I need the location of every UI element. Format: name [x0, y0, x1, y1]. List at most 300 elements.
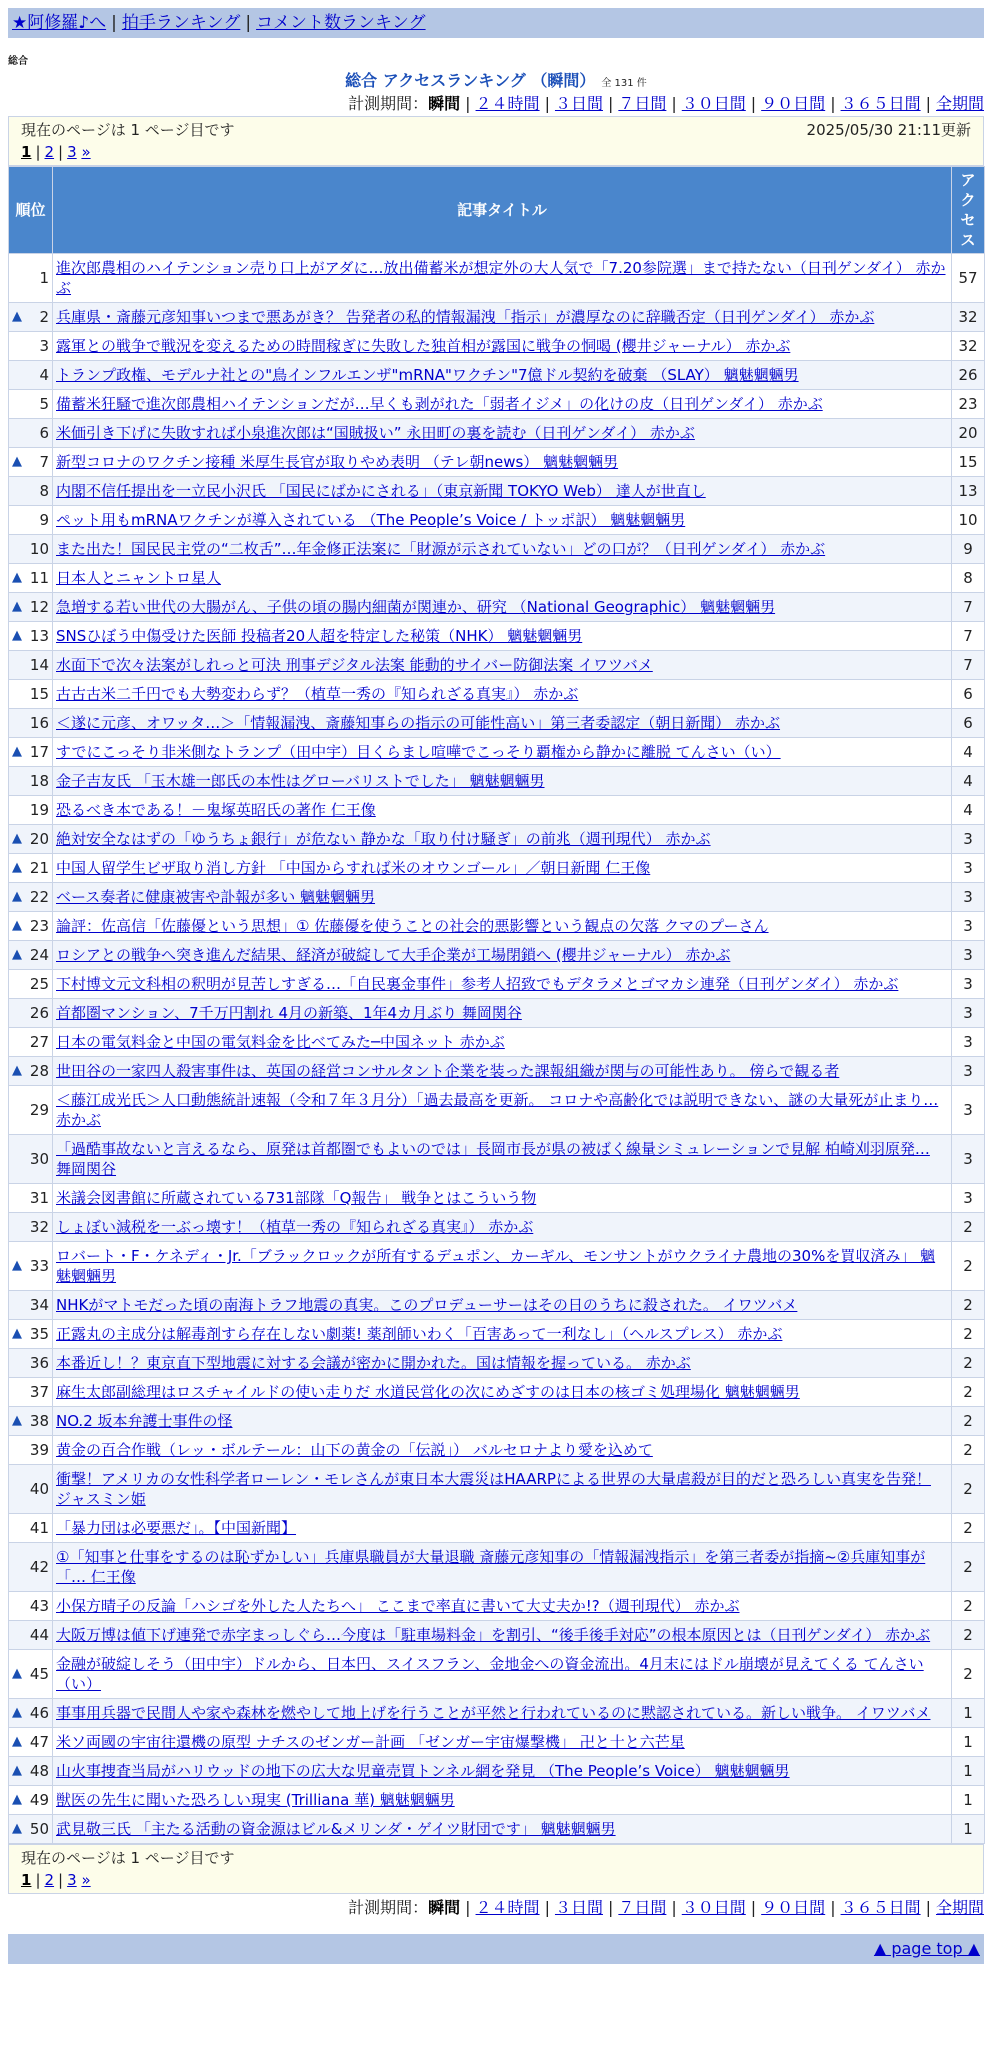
- rank-number: 39: [29, 1441, 49, 1459]
- up-arrow-icon: ▲: [12, 570, 22, 585]
- access-count: 6: [952, 709, 985, 738]
- pagination: [21, 141, 971, 163]
- table-row: [9, 564, 985, 593]
- access-count: 3: [952, 999, 985, 1028]
- article-link[interactable]: 日本人とニャントロ星人: [56, 569, 222, 587]
- table-row: [9, 1436, 985, 1465]
- access-count: 3: [952, 1135, 985, 1184]
- article-link[interactable]: 世田谷の一家四人殺害事件は、英国の経営コンサルタント企業を装った課報組織が関与の可能性あり。 傍らで観る者: [56, 1062, 840, 1080]
- rank-cell: [9, 1815, 53, 1844]
- article-link[interactable]: ペット用もmRNAワクチンが導入されている （The People’s Voice / トッポ訳） 魑魅魍魎男: [56, 511, 686, 529]
- rank-cell: [9, 941, 53, 970]
- period-separator: |: [830, 94, 836, 113]
- page-top-link[interactable]: ▲ page top ▲: [873, 1939, 980, 1958]
- rank-cell: [9, 680, 53, 709]
- access-count: 3: [952, 883, 985, 912]
- table-row: [9, 970, 985, 999]
- rank-number: 24: [29, 946, 49, 964]
- article-link[interactable]: 事事用兵器で民間人や家や森林を燃やして地上げを行うことが平然と行われているのに黙認されている。新しい戦争。 イワツバメ: [56, 1704, 931, 1722]
- title-cell: [53, 1621, 952, 1650]
- period-link-5[interactable]: ９０日間: [761, 94, 826, 113]
- rank-cell: [9, 1242, 53, 1291]
- rank-number: 17: [29, 743, 49, 761]
- rank-cell: [9, 854, 53, 883]
- access-count: 2: [952, 1407, 985, 1436]
- page-separator: |: [35, 143, 41, 161]
- header-title: 記事タイトル: [53, 167, 952, 254]
- table-row: [9, 912, 985, 941]
- rank-number: 5: [39, 395, 49, 413]
- table-row: [9, 361, 985, 390]
- table-row: [9, 1815, 985, 1844]
- table-row: [9, 622, 985, 651]
- page-status: 現在のページは 1 ページ目です: [21, 121, 235, 139]
- rank-number: 22: [29, 888, 49, 906]
- top-nav-bar: [8, 8, 984, 38]
- access-count: 3: [952, 1086, 985, 1135]
- nav-applause-ranking-link[interactable]: 拍手ランキング: [121, 13, 241, 33]
- article-link[interactable]: 麻生太郎副総理はロスチャイルドの使い走りだ 水道民営化の次にめざすのは日本の核ゴミ処理場化 魑魅魍魎男: [56, 1383, 800, 1401]
- rank-number: 15: [29, 685, 49, 703]
- rank-number: 38: [29, 1412, 49, 1430]
- access-count: 2: [952, 1592, 985, 1621]
- article-link[interactable]: 内閣不信任提出を一立民小沢氏 「国民にばかにされる」（東京新聞 TOKYO Web） 達人が世直し: [56, 482, 706, 500]
- rank-cell: [9, 796, 53, 825]
- up-arrow-icon: ▲: [12, 831, 22, 846]
- up-arrow-icon: ▲: [12, 1792, 22, 1807]
- access-count: 15: [952, 448, 985, 477]
- period-separator: |: [607, 94, 614, 113]
- title-cell: [53, 419, 952, 448]
- title-cell: [53, 332, 952, 361]
- article-link[interactable]: ロバート・F・ケネディ・Jr.「ブラックロックが所有するデュポン、カーギル、モンサントがウクライナ農地の30%を買収済み」 魑魅魍魎男: [56, 1247, 936, 1285]
- up-arrow-icon: ▲: [12, 309, 22, 324]
- next-page-link[interactable]: »: [81, 143, 91, 161]
- rank-number: 21: [29, 859, 49, 877]
- access-count: 7: [952, 651, 985, 680]
- rank-number: 43: [29, 1597, 49, 1615]
- table-row: [9, 1592, 985, 1621]
- table-row: [9, 303, 985, 332]
- access-count: 1: [952, 1786, 985, 1815]
- access-count: 3: [952, 854, 985, 883]
- article-link[interactable]: 大阪万博は値下げ連発で赤字まっしぐら…今度は「駐車場料金」を割引、“後手後手対応”の根本原因とは（日刊ゲンダイ） 赤かぶ: [56, 1626, 931, 1644]
- title-cell: [53, 622, 952, 651]
- access-count: 2: [952, 1621, 985, 1650]
- pagination-box-bottom: [8, 1844, 984, 1894]
- table-row: [9, 477, 985, 506]
- rank-cell: [9, 1028, 53, 1057]
- rank-number: 40: [29, 1480, 49, 1498]
- rank-number: 37: [29, 1383, 49, 1401]
- access-count: 2: [952, 1349, 985, 1378]
- up-arrow-icon: ▲: [12, 1821, 22, 1836]
- page-link-3[interactable]: 3: [67, 1871, 77, 1889]
- period-separator: |: [544, 1898, 550, 1917]
- title-cell: [53, 1378, 952, 1407]
- article-link[interactable]: 金融が破綻しそう（田中宇）ドルから、日本円、スイスフラン、金地金への資金流出。4月末にはドル崩壊が見えてくる てんさい（い）: [56, 1655, 924, 1693]
- rank-number: 14: [29, 656, 49, 674]
- table-row: [9, 1028, 985, 1057]
- rank-number: 23: [29, 917, 49, 935]
- rank-number: 44: [29, 1626, 49, 1644]
- table-row: [9, 709, 985, 738]
- title-cell: [53, 593, 952, 622]
- access-count: 4: [952, 738, 985, 767]
- table-row: [9, 999, 985, 1028]
- article-link[interactable]: 正露丸の主成分は解毒剤すら存在しない劇薬! 薬剤師いわく「百害あって一利なし」（ヘルスプレス） 赤かぶ: [56, 1325, 783, 1343]
- title-cell: [53, 680, 952, 709]
- period-link-6[interactable]: ３６５日間: [840, 94, 921, 113]
- article-link[interactable]: 中国人留学生ビザ取り消し方針 「中国からすれば米のオウンゴール」／朝日新聞 仁王像: [56, 859, 651, 877]
- title-cell: [53, 1465, 952, 1514]
- page-link-3[interactable]: 3: [67, 143, 77, 161]
- table-row: [9, 448, 985, 477]
- rank-number: 27: [29, 1033, 49, 1051]
- table-row: [9, 651, 985, 680]
- rank-number: 2: [39, 308, 49, 326]
- table-row: [9, 1242, 985, 1291]
- table-row: [9, 796, 985, 825]
- rank-cell: [9, 1320, 53, 1349]
- access-count: 26: [952, 361, 985, 390]
- up-arrow-icon: ▲: [12, 599, 22, 614]
- page-status-row: [21, 1847, 971, 1869]
- rank-cell: [9, 303, 53, 332]
- rank-number: 48: [29, 1762, 49, 1780]
- period-link-4[interactable]: ３０日間: [681, 94, 746, 113]
- period-link-3[interactable]: ７日間: [618, 94, 667, 113]
- up-arrow-icon: ▲: [12, 454, 22, 469]
- rank-cell: [9, 1184, 53, 1213]
- period-link-7[interactable]: 全期間: [935, 94, 984, 113]
- title-cell: [53, 825, 952, 854]
- table-row: [9, 535, 985, 564]
- rank-number: 26: [29, 1004, 49, 1022]
- rank-cell: [9, 999, 53, 1028]
- article-link[interactable]: すでにこっそり非米側なトランプ（田中宇）目くらまし喧嘩でこっそり覇権から静かに離脱 てんさい（い）: [56, 743, 781, 761]
- page-separator: |: [35, 1871, 41, 1889]
- article-link[interactable]: 米ソ両國の宇宙往還機の原型 ナチスのゼンガー計画 「ゼンガー宇宙爆撃機」 卍と十と六芒星: [56, 1733, 685, 1751]
- page-title-text: 総合 アクセスランキング （瞬間）: [345, 71, 596, 90]
- article-link[interactable]: 日本の電気料金と中国の電気料金を比べてみた─中国ネット 赤かぶ: [56, 1033, 505, 1051]
- access-count: 1: [952, 1815, 985, 1844]
- table-row: [9, 1135, 985, 1184]
- article-link[interactable]: 小保方晴子の反論「ハシゴを外した人たちへ」 ここまで率直に書いて大丈夫か!?（週刊現代） 赤かぶ: [56, 1597, 740, 1615]
- title-cell: [53, 796, 952, 825]
- title-cell: [53, 1786, 952, 1815]
- title-cell: [53, 1320, 952, 1349]
- article-link[interactable]: 古古古米二千円でも大勢変わらず？（植草一秀の『知られざる真実』） 赤かぶ: [56, 685, 579, 703]
- article-link[interactable]: 獣医の先生に聞いた恐ろしい現実 (Trilliana 華) 魑魅魍魎男: [56, 1791, 455, 1809]
- pagination-box-top: [8, 116, 984, 166]
- table-row: [9, 1728, 985, 1757]
- access-count: 20: [952, 419, 985, 448]
- article-link[interactable]: 武見敬三氏 「主たる活動の資金源はビル&メリンダ・ゲイツ財団です」 魑魅魍魎男: [56, 1820, 616, 1838]
- rank-number: 41: [29, 1519, 49, 1537]
- rank-cell: [9, 1728, 53, 1757]
- rank-cell: [9, 1135, 53, 1184]
- up-arrow-icon: ▲: [12, 889, 22, 904]
- rank-number: 19: [29, 801, 49, 819]
- rank-number: 29: [29, 1101, 49, 1119]
- table-row: [9, 1699, 985, 1728]
- rank-cell: [9, 1757, 53, 1786]
- access-count: 2: [952, 1514, 985, 1543]
- access-count: 1: [952, 1699, 985, 1728]
- title-cell: [53, 651, 952, 680]
- page-separator: |: [58, 1871, 64, 1889]
- up-arrow-icon: ▲: [12, 1705, 22, 1720]
- article-link[interactable]: 「過酷事故ないと言えるなら、原発は首都圏でもよいのでは」長岡市長が県の被ばく線量シミュレーションで見解 柏崎刈羽原発… 舞岡関谷: [56, 1140, 930, 1178]
- table-row: [9, 854, 985, 883]
- table-row: [9, 1184, 985, 1213]
- access-count: 32: [952, 303, 985, 332]
- title-cell: [53, 999, 952, 1028]
- table-row: [9, 883, 985, 912]
- rank-cell: [9, 535, 53, 564]
- table-row: [9, 332, 985, 361]
- rank-cell: [9, 1407, 53, 1436]
- period-link-4[interactable]: ３０日間: [681, 1898, 746, 1917]
- period-link-6[interactable]: ３６５日間: [840, 1898, 921, 1917]
- rank-number: 3: [39, 337, 49, 355]
- up-arrow-icon: ▲: [12, 1734, 22, 1749]
- access-count: 3: [952, 941, 985, 970]
- period-separator: |: [830, 1898, 836, 1917]
- article-link[interactable]: SNSひぼう中傷受けた医師 投稿者20人超を特定した秘策（NHK） 魑魅魍魎男: [56, 627, 583, 645]
- rank-number: 1: [39, 269, 49, 287]
- access-count: 1: [952, 1728, 985, 1757]
- table-row: [9, 1543, 985, 1592]
- table-row: [9, 254, 985, 303]
- nav-comment-ranking-link[interactable]: コメント数ランキング: [256, 13, 426, 33]
- period-link-1[interactable]: ２４時間: [475, 1898, 540, 1917]
- rank-cell: [9, 1086, 53, 1135]
- article-link[interactable]: 水面下で次々法案がしれっと可決 刑事デジタル法案 能動的サイバー防御法案 イワツバメ: [56, 656, 653, 674]
- rank-cell: [9, 738, 53, 767]
- table-row: [9, 1291, 985, 1320]
- rank-cell: [9, 1436, 53, 1465]
- rank-cell: [9, 970, 53, 999]
- title-cell: [53, 1407, 952, 1436]
- table-row: [9, 1757, 985, 1786]
- article-link[interactable]: 衝撃！アメリカの女性科学者ローレン・モレさんが東日本大震災はHAARPによる世界の大量虐殺が目的だと恐ろしい真実を告発！ ジャスミン姫: [56, 1470, 931, 1508]
- page-link-2[interactable]: 2: [44, 1871, 55, 1889]
- table-row: [9, 1349, 985, 1378]
- period-separator: |: [750, 94, 757, 113]
- rank-cell: [9, 767, 53, 796]
- access-count: 23: [952, 390, 985, 419]
- up-arrow-icon: ▲: [12, 1666, 22, 1681]
- article-link[interactable]: ベース奏者に健康被害や訃報が多い 魑魅魍魎男: [56, 888, 376, 906]
- nav-asyura-home-link[interactable]: ★阿修羅♪へ: [12, 13, 107, 33]
- period-separator: |: [671, 1898, 677, 1917]
- article-link[interactable]: 下村博文元文科相の釈明が見苦しすぎる…「自民裏金事件」参考人招致でもデタラメとゴマカシ連発（日刊ゲンダイ） 赤かぶ: [56, 975, 899, 993]
- access-count: 57: [952, 254, 985, 303]
- title-cell: [53, 1086, 952, 1135]
- title-cell: [53, 1592, 952, 1621]
- table-row: [9, 1320, 985, 1349]
- rank-cell: [9, 254, 53, 303]
- period-link-2[interactable]: ３日間: [554, 94, 603, 113]
- article-link[interactable]: ＜遂に元彦、オワッタ…＞「情報漏洩、斎藤知事らの指示の可能性高い」第三者委認定（朝日新聞） 赤かぶ: [56, 714, 781, 732]
- access-count: 3: [952, 1057, 985, 1086]
- article-link[interactable]: 米価引き下げに失敗すれば小泉進次郎は“国賊扱い” 永田町の裏を読む（日刊ゲンダイ） 赤かぶ: [56, 424, 695, 442]
- title-cell: [53, 1650, 952, 1699]
- period-label: 計測期間：: [348, 1898, 429, 1917]
- article-link[interactable]: NO.2 坂本弁護士事件の怪: [56, 1412, 233, 1430]
- title-cell: [53, 477, 952, 506]
- article-link[interactable]: 絶対安全なはずの「ゆうちょ銀行」が危ない 静かな「取り付け騒ぎ」の前兆（週刊現代） 赤かぶ: [56, 830, 711, 848]
- access-count: 32: [952, 332, 985, 361]
- access-count: 7: [952, 622, 985, 651]
- access-count: 2: [952, 1291, 985, 1320]
- table-row: [9, 1378, 985, 1407]
- period-link-3[interactable]: ７日間: [618, 1898, 667, 1917]
- header-access: アクセス: [952, 167, 985, 254]
- article-link[interactable]: 新型コロナのワクチン接種 米厚生長官が取りやめ表明 （テレ朝news） 魑魅魍魎男: [56, 453, 619, 471]
- rank-number: 7: [39, 453, 49, 471]
- rank-number: 12: [29, 598, 49, 616]
- title-cell: [53, 941, 952, 970]
- title-cell: [53, 1291, 952, 1320]
- period-separator: |: [671, 94, 677, 113]
- article-link[interactable]: ロシアとの戦争へ突き進んだ結果、経済が破綻して大手企業が工場閉鎖へ (櫻井ジャーナル） 赤かぶ: [56, 946, 731, 964]
- rank-number: 28: [29, 1062, 49, 1080]
- title-cell: [53, 883, 952, 912]
- rank-cell: [9, 1378, 53, 1407]
- up-arrow-icon: ▲: [12, 1258, 22, 1273]
- rank-number: 45: [29, 1665, 49, 1683]
- article-link[interactable]: トランプ政権、モデルナ社との"鳥インフルエンザ"mRNA"ワクチン"7億ドル契約を破棄 （SLAY） 魑魅魍魎男: [56, 366, 799, 384]
- period-separator: |: [607, 1898, 614, 1917]
- rank-cell: [9, 825, 53, 854]
- period-current: 瞬間: [428, 94, 461, 113]
- rank-cell: [9, 1291, 53, 1320]
- article-link[interactable]: 「暴力団は必要悪だ」。【中国新聞】: [56, 1519, 297, 1537]
- title-cell: [53, 1057, 952, 1086]
- title-cell: [53, 390, 952, 419]
- period-link-1[interactable]: ２４時間: [475, 94, 540, 113]
- article-link[interactable]: ＜藤江成光氏＞人口動態統計速報（令和７年３月分）「過去最高を更新。 コロナや高齢化では説明できない、謎の大量死が止まり… 赤かぶ: [56, 1091, 939, 1129]
- period-link-2[interactable]: ３日間: [554, 1898, 603, 1917]
- period-link-5[interactable]: ９０日間: [761, 1898, 826, 1917]
- article-link[interactable]: 兵庫県・斎藤元彦知事いつまで悪あがき？ 告発者の私的情報漏洩「指示」が濃厚なのに辞職否定（日刊ゲンダイ） 赤かぶ: [56, 308, 875, 326]
- access-count: 1: [952, 1757, 985, 1786]
- up-arrow-icon: ▲: [12, 947, 22, 962]
- ranking-table: [8, 166, 985, 1844]
- access-count: 9: [952, 535, 985, 564]
- access-count: 4: [952, 767, 985, 796]
- article-link[interactable]: また出た！国民民主党の“二枚舌”…年金修正法案に「財源が示されていない」どの口が？（日刊ゲンダイ） 赤かぶ: [56, 540, 826, 558]
- rank-number: 4: [39, 366, 49, 384]
- article-link[interactable]: 備蓄米狂騒で進次郎農相ハイテンションだが…早くも剥がれた「弱者イジメ」の化けの皮（日刊ゲンダイ） 赤かぶ: [56, 395, 823, 413]
- article-link[interactable]: 山火事捜査当局がハリウッドの地下の広大な児童売買トンネル網を発見 （The People’s Voice） 魑魅魍魎男: [56, 1762, 790, 1780]
- up-arrow-icon: ▲: [12, 860, 22, 875]
- table-row: [9, 1407, 985, 1436]
- header-rank: 順位: [9, 167, 53, 254]
- title-cell: [53, 1242, 952, 1291]
- rank-cell: [9, 1057, 53, 1086]
- access-count: 2: [952, 1465, 985, 1514]
- table-row: [9, 767, 985, 796]
- title-cell: [53, 1757, 952, 1786]
- table-row: [9, 1465, 985, 1514]
- next-page-link[interactable]: »: [81, 1871, 91, 1889]
- rank-cell: [9, 709, 53, 738]
- access-count: 2: [952, 1213, 985, 1242]
- period-separator: |: [925, 94, 931, 113]
- up-arrow-icon: ▲: [12, 1413, 22, 1428]
- rank-cell: [9, 332, 53, 361]
- period-link-7[interactable]: 全期間: [935, 1898, 984, 1917]
- title-cell: [53, 506, 952, 535]
- table-row: [9, 738, 985, 767]
- title-cell: [53, 1514, 952, 1543]
- access-count: 2: [952, 1320, 985, 1349]
- access-count: 3: [952, 912, 985, 941]
- rank-cell: [9, 1543, 53, 1592]
- access-count: 3: [952, 825, 985, 854]
- rank-cell: [9, 1514, 53, 1543]
- title-cell: [53, 1135, 952, 1184]
- table-row: [9, 680, 985, 709]
- period-separator: |: [465, 1898, 471, 1917]
- article-link[interactable]: 金子吉友氏 「玉木雄一郎氏の本性はグローバリストでした」 魑魅魍魎男: [56, 772, 545, 790]
- rank-cell: [9, 564, 53, 593]
- title-cell: [53, 535, 952, 564]
- article-link[interactable]: 首都圏マンション、7千万円割れ 4月の新築、1年4カ月ぶり 舞岡関谷: [56, 1004, 522, 1022]
- updated-timestamp: 2025/05/30 21:11更新: [806, 121, 971, 139]
- table-row: [9, 390, 985, 419]
- access-count: 10: [952, 506, 985, 535]
- rank-number: 11: [29, 569, 49, 587]
- article-link[interactable]: しょぼい減税を一ぶっ壊す！（植草一秀の『知られざる真実』） 赤かぶ: [56, 1218, 534, 1236]
- article-link[interactable]: NHKがマトモだった頃の南海トラフ地震の真実。このプロデューサーはその日のうちに殺された。 イワツバメ: [56, 1296, 798, 1314]
- rank-cell: [9, 883, 53, 912]
- article-link[interactable]: 論評：佐高信「佐藤優という思想」① 佐藤優を使うことの社会的悪影響という観点の欠落 クマのプーさん: [56, 917, 769, 935]
- article-link[interactable]: 米議会図書館に所蔵されている731部隊「Q報告」 戦争とはこういう物: [56, 1189, 537, 1207]
- article-link[interactable]: 進次郎農相のハイテンション売り口上がアダに…放出備蓄米が想定外の大人気で「7.20参院選」まで持たない（日刊ゲンダイ） 赤かぶ: [56, 259, 946, 297]
- table-row: [9, 1786, 985, 1815]
- article-link[interactable]: 本番近し！？東京直下型地震に対する会議が密かに開かれた。国は情報を握っている。 赤かぶ: [56, 1354, 691, 1372]
- access-count: 13: [952, 477, 985, 506]
- rank-number: 16: [29, 714, 49, 732]
- article-link[interactable]: 急増する若い世代の大腸がん、子供の頃の腸内細菌が関連か、研究 （National Geographic） 魑魅魍魎男: [56, 598, 776, 616]
- title-cell: [53, 1699, 952, 1728]
- rank-number: 35: [29, 1325, 49, 1343]
- article-link[interactable]: ①「知事と仕事をするのは恥ずかしい」兵庫県職員が大量退職 斎藤元彦知事の「情報漏洩指示」を第三者委が指摘~②兵庫知事が「… 仁王像: [56, 1548, 926, 1586]
- rank-number: 33: [29, 1257, 49, 1275]
- article-link[interactable]: 恐るべき本である！－鬼塚英昭氏の著作 仁王像: [56, 801, 376, 819]
- period-selector-bottom: [8, 1896, 984, 1920]
- access-count: 3: [952, 1184, 985, 1213]
- pagination: [21, 1869, 971, 1891]
- article-link[interactable]: 黄金の百合作戦（レッ・ボルテール：山下の黄金の「伝説」） バルセロナより愛を込めて: [56, 1441, 653, 1459]
- page-link-2[interactable]: 2: [44, 143, 55, 161]
- rank-number: 13: [29, 627, 49, 645]
- title-cell: [53, 303, 952, 332]
- period-current: 瞬間: [428, 1898, 461, 1917]
- rank-number: 50: [29, 1820, 49, 1838]
- breadcrumb: 総合: [8, 56, 28, 67]
- rank-cell: [9, 1650, 53, 1699]
- up-arrow-icon: ▲: [12, 1063, 22, 1078]
- rank-number: 30: [29, 1150, 49, 1168]
- article-link[interactable]: 露軍との戦争で戦況を変えるための時間稼ぎに失敗した独首相が露国に戦争の恫喝 (櫻井ジャーナル） 赤かぶ: [56, 337, 791, 355]
- up-arrow-icon: ▲: [12, 918, 22, 933]
